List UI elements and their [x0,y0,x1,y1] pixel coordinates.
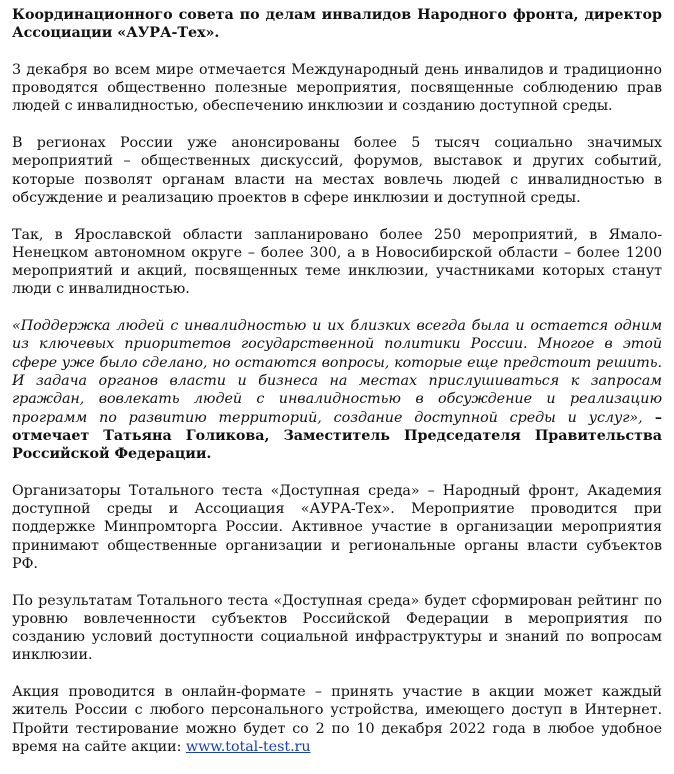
quote-paragraph [12,317,662,463]
site-link[interactable]: www.total-test.ru [185,738,311,755]
quote-attribution: – отмечает Татьяна Голикова, Заместитель Председателя Правительства Российской Федерации. [12,409,662,463]
paragraph-regions-stats: Так, в Ярославской области запланировано более 250 мероприятий, в Ямало-Ненецком автономном округе – более 300, а в Новосибирской области – более 1200 мероприятий и акций, посвященных теме инклюзии, участниками которых станут люди с инвалидностью. [12,226,662,298]
paragraph-international-day: 3 декабря во всем мире отмечается Международный день инвалидов и традиционно проводятся общественно полезные мероприятия, посвященные соблюдению прав людей с инвалидностью, обеспечению инклюзии и созданию доступной среды. [12,61,662,115]
paragraph-online-format [12,683,662,756]
document-body [12,6,662,774]
quote-text: «Поддержка людей с инвалидностью и их близких всегда была и остается одним из ключевых приоритетов государственной политики России. Многое в этой сфере уже было сделано, но остаются вопросы, которые еще предстоит решить. И задача органов власти и бизнеса на местах прислушиваться к запросам граждан, вовлекать людей с инвалидностью в обсуждение и реализацию программ по развитию территорий, создание доступной среды и услуг», [12,318,662,426]
paragraph-regional-events: В регионах России уже анонсированы более 5 тысяч социально значимых мероприятий – общественных дискуссий, форумов, выставок и других событий, которые позволят органам власти на местах вовлечь людей с инвалидностью в обсуждение и реализацию проектов в сфере инклюзии и доступной среды. [12,135,662,206]
paragraph-rating: По результатам Тотального теста «Доступная среда» будет сформирован рейтинг по уровню вовлеченности субъектов Российской Федерации в мероприятия по созданию условий доступности социальной инфраструктуры и знаний по вопросам инклюзии. [12,592,662,664]
paragraph-organizers: Организаторы Тотального теста «Доступная среда» – Народный фронт, Академия доступной среды и Ассоциация «АУРА-Тех». Мероприятие проводится при поддержке Минпромторга России. Активное участие в организации мероприятия принимают общественные организации и региональные органы власти субъектов РФ. [12,482,662,572]
lead-paragraph: Координационного совета по делам инвалидов Народного фронта, директор Ассоциации «АУРА-Тех». [12,7,662,42]
online-format-text: Акция проводится в онлайн-формате – принять участие в акции может каждый житель России с любого персонального устройства, имеющего доступ в Интернет. Пройти тестирование можно будет со 2 по 10 декабря 2022 года в любое удобное время на сайте акции: [12,683,662,755]
